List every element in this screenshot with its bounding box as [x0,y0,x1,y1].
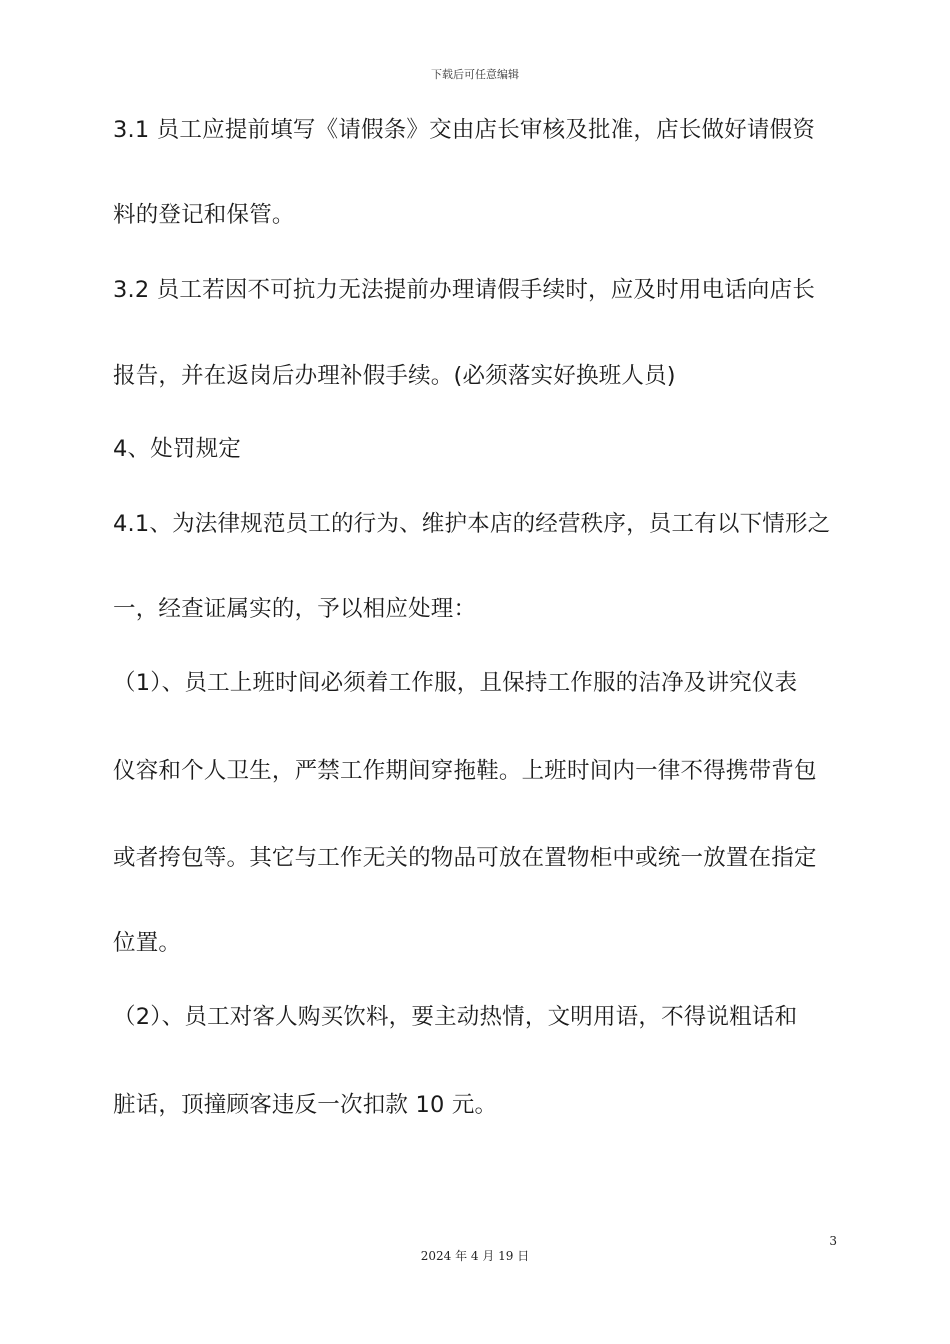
section-heading-4: 4、处罚规定 [113,436,242,462]
paragraph-4-1-line-2: 一，经查证属实的，予以相应处理： [113,596,477,622]
paragraph-3-1-line-2: 料的登记和保管。 [113,202,295,228]
paragraph-3-2-line-1: 3.2 员工若因不可抗力无法提前办理请假手续时，应及时用电话向店长 [113,277,816,303]
footer-date: 2024 年 4 月 19 日 [420,1249,530,1263]
item-1-line-3: 或者挎包等。其它与工作无关的物品可放在置物柜中或统一放置在指定 [113,845,817,871]
paragraph-3-1-line-1: 3.1 员工应提前填写《请假条》交由店长审核及批准，店长做好请假资 [113,117,816,143]
page-header-note: 下载后可任意编辑 [431,68,519,81]
paragraph-3-2-line-2: 报告，并在返岗后办理补假手续。(必须落实好换班人员) [113,363,676,389]
item-2-line-1: （2）、员工对客人购买饮料，要主动热情，文明用语，不得说粗话和 [113,1004,798,1030]
item-2-line-2: 脏话，顶撞顾客违反一次扣款 10 元。 [113,1092,498,1118]
item-1-line-1: （1）、员工上班时间必须着工作服，且保持工作服的洁净及讲究仪表 [113,670,798,696]
paragraph-4-1-line-1: 4.1、为法律规范员工的行为、维护本店的经营秩序，员工有以下情形之 [113,511,831,537]
page-number: 3 [829,1234,837,1248]
item-1-line-2: 仪容和个人卫生，严禁工作期间穿拖鞋。上班时间内一律不得携带背包 [113,758,817,784]
item-1-line-4: 位置。 [113,930,182,956]
